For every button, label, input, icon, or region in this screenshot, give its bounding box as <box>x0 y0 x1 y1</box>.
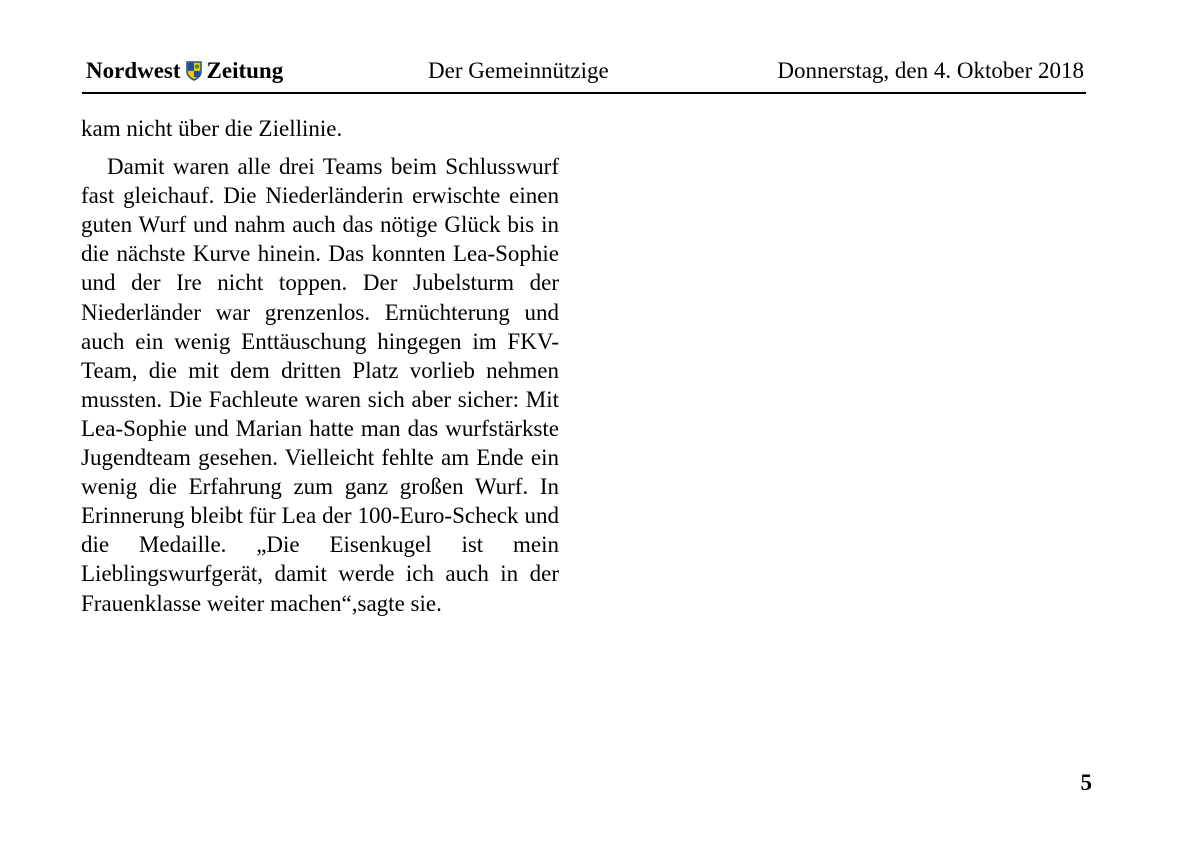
page-number: 5 <box>1080 770 1092 795</box>
article-paragraph: kam nicht über die Ziellinie. <box>81 116 343 141</box>
issue-date: Donnerstag, den 4. Oktober 2018 <box>777 58 1084 83</box>
section-title: Der Gemeinnützige <box>428 58 609 83</box>
coat-of-arms-icon <box>186 61 202 81</box>
article-body <box>81 114 559 618</box>
article-paragraph: Damit waren alle drei Teams beim Schlusswurf fast gleichauf. Die Niederländerin erwischte einen guten Wurf und nahm auch das nötige Glück bis in die nächste Kurve hinein. Das konnten Lea-Sophie und der Ire nicht toppen. Der Jubelsturm der Niederländer war grenzenlos. Ernüchterung und auch ein wenig Enttäuschung hingegen im FKV-Team, die mit dem dritten Platz vorlieb nehmen mussten. Die Fachleute waren sich aber sicher: Mit Lea-Sophie und Marian hatte man das wurfstärkste Jugendteam gesehen. Vielleicht fehlte am Ende ein wenig die Erfahrung zum ganz großen Wurf. In Erinnerung bleibt für Lea der 100-Euro-Scheck und die Medaille. „Die Eisenkugel ist mein Lieblingswurfgerät, damit werde ich auch in der Frauenklasse weiter machen“,sagte sie. <box>81 154 559 616</box>
brand-name-left: Nordwest <box>86 58 181 83</box>
newspaper-brand <box>86 58 283 84</box>
brand-name-right: Zeitung <box>206 58 284 83</box>
page-header <box>82 56 1086 94</box>
